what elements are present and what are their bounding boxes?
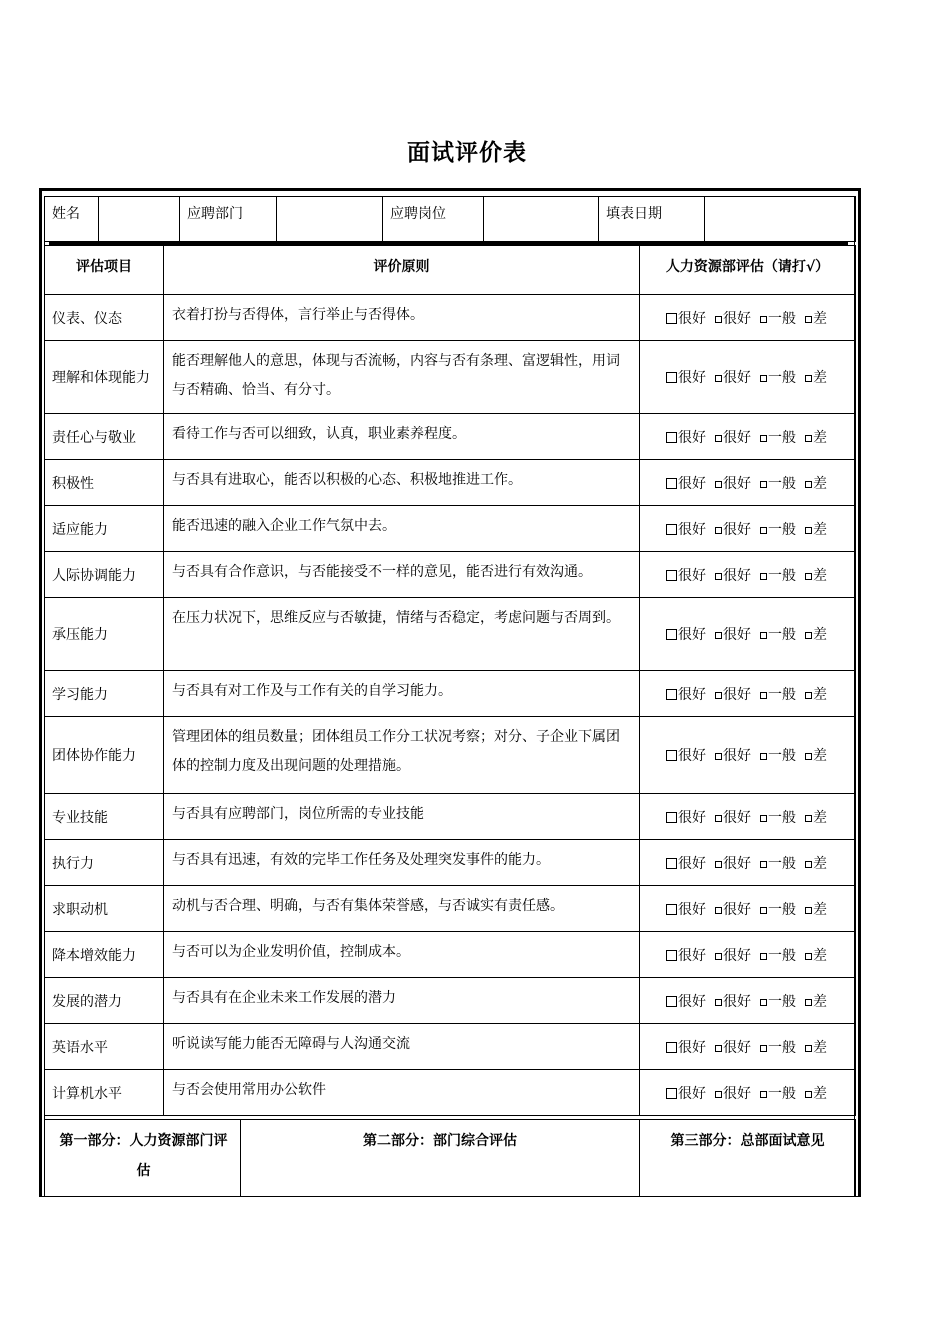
checkbox-icon[interactable]	[666, 372, 677, 383]
checkbox-icon[interactable]	[715, 953, 722, 960]
rating-option[interactable]	[805, 565, 827, 585]
header-item: 评估项目	[45, 246, 164, 295]
checkbox-icon[interactable]	[805, 815, 812, 822]
rating-option[interactable]	[666, 945, 706, 965]
rating-option[interactable]	[666, 807, 706, 827]
table-row	[45, 932, 856, 978]
rating-option-label: 一般	[768, 855, 796, 872]
checkbox-icon[interactable]	[666, 950, 677, 961]
rating-option-label: 差	[813, 993, 827, 1010]
rating-option-label: 很好	[723, 627, 751, 643]
rating-option-label: 很好	[723, 370, 751, 386]
rating-option[interactable]	[760, 745, 796, 765]
rating-option-label: 差	[813, 475, 827, 492]
rating-option[interactable]	[715, 1037, 751, 1057]
table-row	[45, 794, 856, 840]
rating-option-label: 很好	[723, 748, 751, 764]
rating-option[interactable]	[805, 853, 827, 873]
page-title: 面试评价表	[407, 140, 527, 166]
checkbox-icon[interactable]	[715, 1045, 722, 1052]
checkbox-icon[interactable]	[715, 375, 722, 382]
checkbox-icon[interactable]	[715, 435, 722, 442]
rating-option[interactable]	[805, 473, 827, 493]
rating-option-label: 很好	[723, 1085, 751, 1102]
rating-option[interactable]	[760, 565, 796, 585]
rating-option[interactable]	[666, 308, 706, 328]
eval-item: 发展的潜力	[45, 978, 164, 1024]
checkbox-icon[interactable]	[805, 375, 812, 382]
checkbox-icon[interactable]	[715, 907, 722, 914]
eval-principle: 衣着打扮与否得体，言行举止与否得体。	[164, 295, 640, 341]
eval-item: 承压能力	[45, 598, 164, 671]
rating-option[interactable]	[715, 519, 751, 539]
rating-option[interactable]	[715, 853, 751, 873]
checkbox-icon[interactable]	[666, 858, 677, 869]
table-row	[45, 840, 856, 886]
rating-option-label: 一般	[768, 370, 796, 386]
checkbox-icon[interactable]	[666, 313, 677, 324]
rating-option-label: 很好	[678, 1085, 706, 1102]
dept-field[interactable]	[277, 197, 383, 242]
rating-option-label: 一般	[768, 1085, 796, 1102]
rating-option[interactable]	[805, 1037, 827, 1057]
checkbox-icon[interactable]	[715, 316, 722, 323]
rating-option[interactable]	[805, 1083, 827, 1103]
rating-option[interactable]	[760, 1083, 796, 1103]
footer-part3: 第三部分：总部面试意见	[640, 1120, 856, 1197]
rating-option-label: 差	[813, 901, 827, 918]
table-row	[45, 1024, 856, 1070]
rating-option-label: 很好	[723, 475, 751, 492]
rating-option-label: 一般	[768, 809, 796, 826]
checkbox-icon[interactable]	[715, 481, 722, 488]
rating-option[interactable]	[715, 565, 751, 585]
eval-principle: 动机与否合理、明确，与否有集体荣誉感，与否诚实有责任感。	[164, 886, 640, 932]
table-row	[45, 671, 856, 717]
rating-option-label: 一般	[768, 475, 796, 492]
eval-principle: 与否具有进取心，能否以积极的心态、积极地推进工作。	[164, 460, 640, 506]
eval-item: 专业技能	[45, 794, 164, 840]
table-row	[45, 295, 856, 341]
rating-option[interactable]	[805, 624, 827, 644]
rating-option-label: 很好	[678, 521, 706, 538]
rating-option[interactable]	[760, 807, 796, 827]
applicant-info-table	[44, 196, 856, 242]
rating-option-label: 很好	[723, 1039, 751, 1056]
rating-option[interactable]	[715, 367, 751, 387]
eval-principle: 能否理解他人的意思，体现与否流畅，内容与否有条理、富逻辑性，用词与否精确、恰当、有分寸。	[164, 341, 640, 414]
rating-options	[640, 671, 856, 717]
rating-option[interactable]	[666, 745, 706, 765]
evaluation-table	[44, 245, 856, 1116]
rating-option-label: 很好	[678, 567, 706, 584]
rating-option-label: 很好	[723, 567, 751, 584]
rating-option[interactable]	[666, 519, 706, 539]
rating-option[interactable]	[715, 427, 751, 447]
rating-options	[640, 506, 856, 552]
position-label: 应聘岗位	[383, 197, 484, 242]
eval-item: 计算机水平	[45, 1070, 164, 1116]
footer-part2: 第二部分：部门综合评估	[241, 1120, 640, 1197]
rating-option[interactable]	[666, 565, 706, 585]
eval-item: 降本增效能力	[45, 932, 164, 978]
dept-label: 应聘部门	[180, 197, 277, 242]
eval-item: 执行力	[45, 840, 164, 886]
rating-option[interactable]	[715, 684, 751, 704]
checkbox-icon[interactable]	[805, 435, 812, 442]
rating-option-label: 很好	[678, 809, 706, 826]
checkbox-icon[interactable]	[805, 632, 812, 639]
eval-item: 求职动机	[45, 886, 164, 932]
rating-option[interactable]	[715, 1083, 751, 1103]
rating-option[interactable]	[760, 991, 796, 1011]
rating-option[interactable]	[666, 367, 706, 387]
rating-option[interactable]	[760, 899, 796, 919]
checkbox-icon[interactable]	[805, 316, 812, 323]
rating-option[interactable]	[666, 473, 706, 493]
eval-item: 仪表、仪态	[45, 295, 164, 341]
checkbox-icon[interactable]	[715, 527, 722, 534]
checkbox-icon[interactable]	[760, 907, 767, 914]
rating-option[interactable]	[760, 624, 796, 644]
rating-option-label: 一般	[768, 748, 796, 764]
rating-option-label: 很好	[678, 429, 706, 446]
footer-table	[44, 1119, 856, 1197]
rating-option[interactable]	[805, 308, 827, 328]
rating-option[interactable]	[666, 853, 706, 873]
rating-option-label: 很好	[723, 855, 751, 872]
table-row	[45, 1070, 856, 1116]
eval-principle: 与否具有对工作及与工作有关的自学习能力。	[164, 671, 640, 717]
eval-item: 人际协调能力	[45, 552, 164, 598]
rating-option[interactable]	[715, 624, 751, 644]
rating-option-label: 很好	[723, 901, 751, 918]
rating-option[interactable]	[715, 899, 751, 919]
date-field[interactable]	[705, 197, 856, 242]
rating-option-label: 很好	[678, 748, 706, 764]
rating-option-label: 差	[813, 686, 827, 703]
table-row	[45, 978, 856, 1024]
rating-option-label: 差	[813, 370, 827, 386]
checkbox-icon[interactable]	[805, 573, 812, 580]
checkbox-icon[interactable]	[666, 570, 677, 581]
rating-option[interactable]	[666, 899, 706, 919]
rating-option[interactable]	[805, 745, 827, 765]
checkbox-icon[interactable]	[760, 632, 767, 639]
rating-option-label: 很好	[723, 809, 751, 826]
rating-option-label: 差	[813, 310, 827, 327]
eval-principle: 能否迅速的融入企业工作气氛中去。	[164, 506, 640, 552]
rating-option-label: 差	[813, 748, 827, 764]
checkbox-icon[interactable]	[760, 999, 767, 1006]
rating-option-label: 很好	[678, 310, 706, 327]
name-label: 姓名	[45, 197, 99, 242]
rating-options	[640, 978, 856, 1024]
rating-option[interactable]	[666, 624, 706, 644]
table-row	[45, 460, 856, 506]
rating-option[interactable]	[760, 308, 796, 328]
checkbox-icon[interactable]	[715, 573, 722, 580]
rating-option-label: 差	[813, 947, 827, 964]
rating-option-label: 很好	[723, 686, 751, 703]
rating-option-label: 一般	[768, 627, 796, 643]
rating-options	[640, 1070, 856, 1116]
checkbox-icon[interactable]	[760, 375, 767, 382]
eval-item: 责任心与敬业	[45, 414, 164, 460]
checkbox-icon[interactable]	[805, 953, 812, 960]
rating-option-label: 很好	[723, 947, 751, 964]
checkbox-icon[interactable]	[760, 692, 767, 699]
rating-option-label: 差	[813, 1039, 827, 1056]
name-field[interactable]	[99, 197, 180, 242]
checkbox-icon[interactable]	[715, 815, 722, 822]
checkbox-icon[interactable]	[760, 753, 767, 760]
header-rating: 人力资源部评估（请打√）	[640, 246, 856, 295]
checkbox-icon[interactable]	[666, 432, 677, 443]
rating-option[interactable]	[715, 945, 751, 965]
rating-option[interactable]	[760, 427, 796, 447]
checkbox-icon[interactable]	[666, 478, 677, 489]
eval-principle: 看待工作与否可以细致，认真，职业素养程度。	[164, 414, 640, 460]
rating-option-label: 一般	[768, 901, 796, 918]
checkbox-icon[interactable]	[666, 996, 677, 1007]
rating-option-label: 很好	[678, 686, 706, 703]
rating-options	[640, 840, 856, 886]
rating-option[interactable]	[805, 899, 827, 919]
eval-principle: 听说读写能力能否无障碍与人沟通交流	[164, 1024, 640, 1070]
checkbox-icon[interactable]	[666, 1042, 677, 1053]
checkbox-icon[interactable]	[760, 527, 767, 534]
eval-principle: 与否会使用常用办公软件	[164, 1070, 640, 1116]
checkbox-icon[interactable]	[805, 999, 812, 1006]
rating-option-label: 很好	[678, 901, 706, 918]
rating-option[interactable]	[805, 991, 827, 1011]
rating-option[interactable]	[760, 684, 796, 704]
table-row	[45, 552, 856, 598]
eval-principle: 与否具有迅速，有效的完毕工作任务及处理突发事件的能力。	[164, 840, 640, 886]
checkbox-icon[interactable]	[805, 753, 812, 760]
rating-option[interactable]	[666, 991, 706, 1011]
checkbox-icon[interactable]	[715, 999, 722, 1006]
footer-part1: 第一部分：人力资源部门评估	[45, 1120, 241, 1197]
rating-option-label: 很好	[678, 1039, 706, 1056]
checkbox-icon[interactable]	[760, 815, 767, 822]
eval-item: 学习能力	[45, 671, 164, 717]
rating-option-label: 很好	[678, 370, 706, 386]
eval-principle: 与否可以为企业发明价值，控制成本。	[164, 932, 640, 978]
rating-option[interactable]	[805, 684, 827, 704]
rating-option[interactable]	[805, 807, 827, 827]
checkbox-icon[interactable]	[760, 573, 767, 580]
checkbox-icon[interactable]	[805, 1045, 812, 1052]
rating-option[interactable]	[760, 853, 796, 873]
rating-option-label: 一般	[768, 947, 796, 964]
rating-option[interactable]	[805, 367, 827, 387]
rating-option-label: 很好	[678, 947, 706, 964]
rating-option-label: 很好	[678, 627, 706, 643]
rating-option[interactable]	[666, 427, 706, 447]
rating-option[interactable]	[715, 991, 751, 1011]
table-row	[45, 886, 856, 932]
rating-option-label: 差	[813, 1085, 827, 1102]
rating-option-label: 一般	[768, 310, 796, 327]
rating-option-label: 一般	[768, 993, 796, 1010]
eval-item: 积极性	[45, 460, 164, 506]
rating-option[interactable]	[805, 519, 827, 539]
rating-option-label: 差	[813, 809, 827, 826]
rating-option-label: 差	[813, 521, 827, 538]
header-principle: 评价原则	[164, 246, 640, 295]
rating-options	[640, 717, 856, 794]
rating-option-label: 一般	[768, 521, 796, 538]
checkbox-icon[interactable]	[715, 1091, 722, 1098]
checkbox-icon[interactable]	[760, 435, 767, 442]
checkbox-icon[interactable]	[715, 753, 722, 760]
rating-option-label: 很好	[678, 855, 706, 872]
checkbox-icon[interactable]	[760, 316, 767, 323]
eval-principle: 与否具有应聘部门，岗位所需的专业技能	[164, 794, 640, 840]
rating-option[interactable]	[666, 684, 706, 704]
checkbox-icon[interactable]	[666, 1088, 677, 1099]
checkbox-icon[interactable]	[805, 907, 812, 914]
rating-option-label: 一般	[768, 1039, 796, 1056]
rating-options	[640, 932, 856, 978]
date-label: 填表日期	[599, 197, 705, 242]
rating-option[interactable]	[715, 807, 751, 827]
eval-principle: 与否具有在企业未来工作发展的潜力	[164, 978, 640, 1024]
table-header-row	[45, 246, 856, 295]
rating-option-label: 差	[813, 567, 827, 584]
table-row	[45, 414, 856, 460]
checkbox-icon[interactable]	[760, 1045, 767, 1052]
rating-option-label: 很好	[678, 475, 706, 492]
eval-principle: 与否具有合作意识，与否能接受不一样的意见，能否进行有效沟通。	[164, 552, 640, 598]
table-row	[45, 598, 856, 671]
checkbox-icon[interactable]	[805, 527, 812, 534]
rating-option[interactable]	[715, 745, 751, 765]
eval-item: 团体协作能力	[45, 717, 164, 794]
rating-options	[640, 341, 856, 414]
rating-option[interactable]	[760, 945, 796, 965]
rating-option-label: 一般	[768, 686, 796, 703]
eval-principle: 管理团体的组员数量；团体组员工作分工状况考察；对分、子企业下属团体的控制力度及出现问题的处理措施。	[164, 717, 640, 794]
rating-options	[640, 1024, 856, 1070]
rating-option-label: 很好	[723, 429, 751, 446]
rating-option-label: 很好	[723, 521, 751, 538]
rating-option-label: 一般	[768, 429, 796, 446]
checkbox-icon[interactable]	[760, 1091, 767, 1098]
table-row	[45, 717, 856, 794]
checkbox-icon[interactable]	[715, 861, 722, 868]
rating-option[interactable]	[805, 945, 827, 965]
checkbox-icon[interactable]	[760, 953, 767, 960]
checkbox-icon[interactable]	[760, 861, 767, 868]
table-row	[45, 506, 856, 552]
rating-option-label: 很好	[723, 993, 751, 1010]
rating-options	[640, 460, 856, 506]
eval-item: 英语水平	[45, 1024, 164, 1070]
checkbox-icon[interactable]	[666, 524, 677, 535]
rating-option-label: 差	[813, 429, 827, 446]
eval-item: 理解和体现能力	[45, 341, 164, 414]
rating-option[interactable]	[666, 1037, 706, 1057]
rating-option[interactable]	[805, 427, 827, 447]
checkbox-icon[interactable]	[805, 861, 812, 868]
checkbox-icon[interactable]	[666, 750, 677, 761]
rating-option[interactable]	[715, 473, 751, 493]
rating-option-label: 差	[813, 627, 827, 643]
checkbox-icon[interactable]	[805, 1091, 812, 1098]
position-field[interactable]	[484, 197, 599, 242]
rating-option[interactable]	[760, 1037, 796, 1057]
eval-principle: 在压力状况下，思维反应与否敏捷，情绪与否稳定，考虑问题与否周到。	[164, 598, 640, 671]
checkbox-icon[interactable]	[805, 692, 812, 699]
checkbox-icon[interactable]	[666, 904, 677, 915]
rating-option-label: 很好	[678, 993, 706, 1010]
rating-options	[640, 295, 856, 341]
eval-item: 适应能力	[45, 506, 164, 552]
rating-options	[640, 414, 856, 460]
rating-options	[640, 794, 856, 840]
checkbox-icon[interactable]	[715, 632, 722, 639]
table-row	[45, 341, 856, 414]
rating-options	[640, 552, 856, 598]
rating-options	[640, 598, 856, 671]
rating-options	[640, 886, 856, 932]
checkbox-icon[interactable]	[760, 481, 767, 488]
rating-option-label: 很好	[723, 310, 751, 327]
rating-option[interactable]	[666, 1083, 706, 1103]
rating-option[interactable]	[760, 367, 796, 387]
rating-option-label: 一般	[768, 567, 796, 584]
rating-option-label: 差	[813, 855, 827, 872]
rating-option[interactable]	[760, 473, 796, 493]
rating-option[interactable]	[760, 519, 796, 539]
checkbox-icon[interactable]	[666, 629, 677, 640]
checkbox-icon[interactable]	[805, 481, 812, 488]
rating-option[interactable]	[715, 308, 751, 328]
checkbox-icon[interactable]	[666, 689, 677, 700]
checkbox-icon[interactable]	[666, 812, 677, 823]
checkbox-icon[interactable]	[715, 692, 722, 699]
